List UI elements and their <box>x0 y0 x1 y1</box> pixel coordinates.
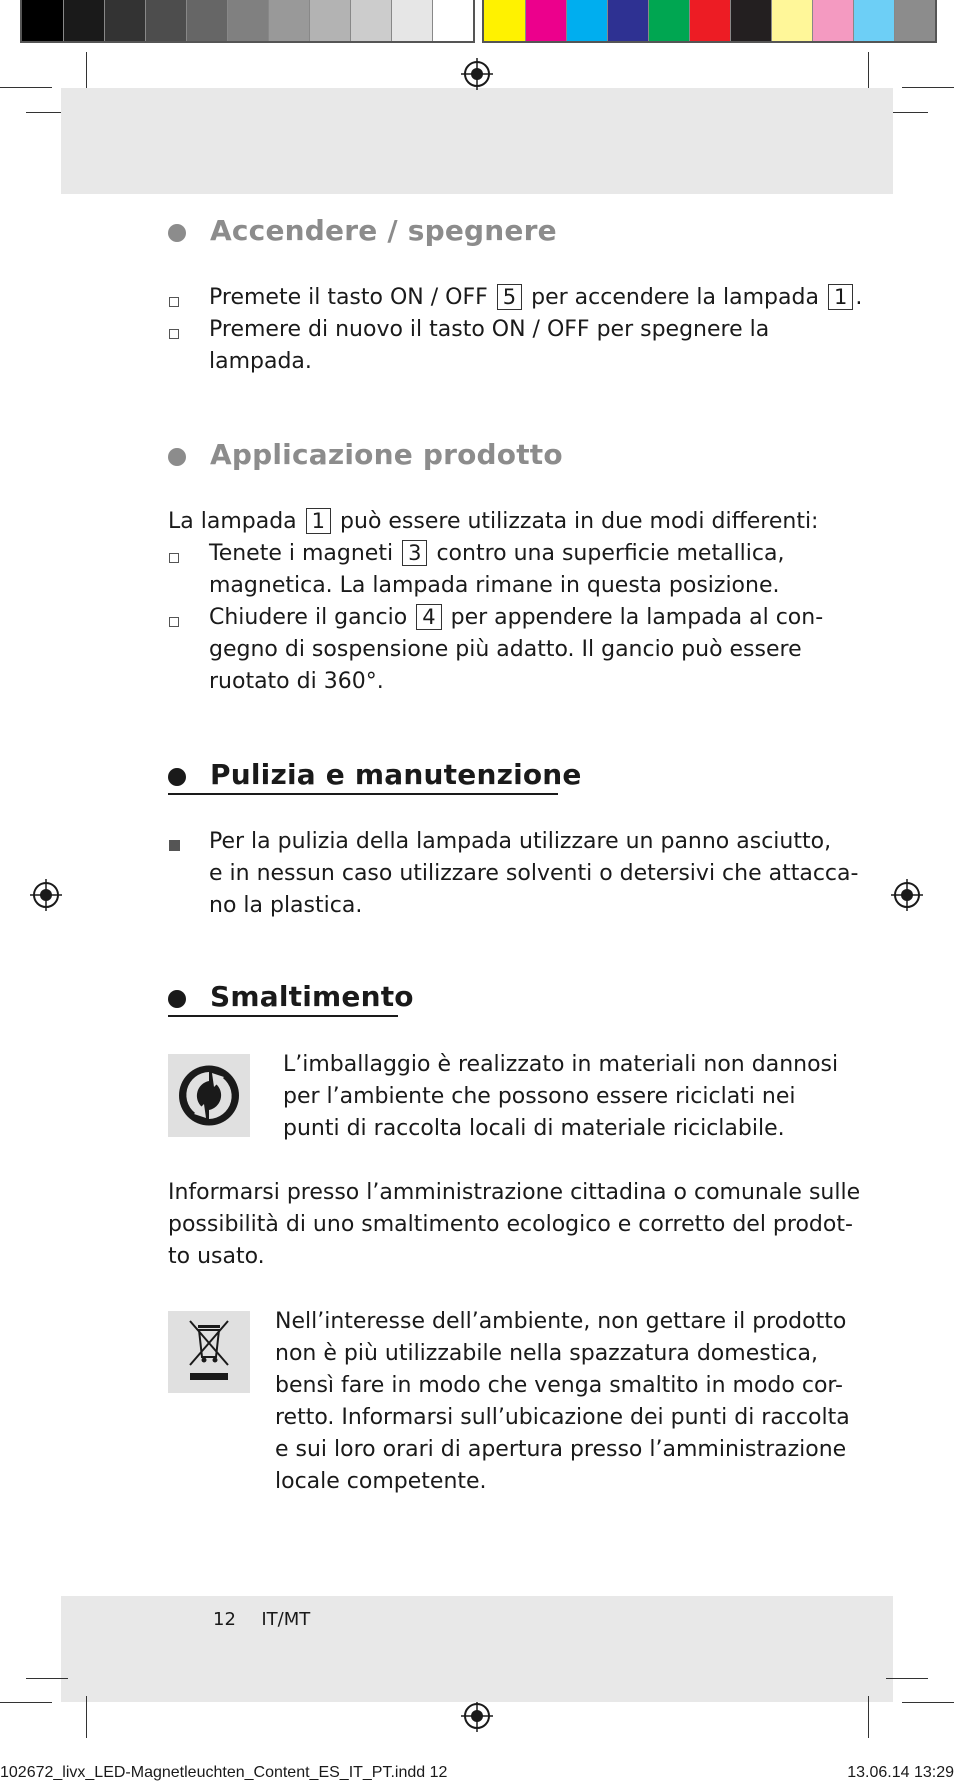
color-swatch <box>227 0 268 41</box>
text-run: . <box>855 285 863 310</box>
section-title: Accendere / spegnere <box>210 214 557 247</box>
part-reference: 4 <box>416 604 441 630</box>
registration-mark-icon <box>461 1700 493 1732</box>
color-swatch <box>607 0 648 41</box>
text-line: Premere di nuovo il tasto ON / OFF per spegnere la <box>209 317 770 342</box>
list-item <box>209 314 769 378</box>
part-reference: 1 <box>828 284 853 310</box>
paragraph <box>275 1306 850 1498</box>
heading-underline <box>168 793 558 795</box>
crop-mark <box>26 1678 68 1679</box>
page-number: 12 <box>213 1609 236 1630</box>
color-swatch <box>104 0 145 41</box>
text-line: e sui loro orari di apertura presso l’amministrazione <box>275 1437 847 1462</box>
section-title: Applicazione prodotto <box>210 438 563 471</box>
color-swatch <box>22 0 63 41</box>
section-title: Smaltimento <box>210 980 414 1013</box>
text-run: Chiudere il gancio <box>209 605 408 630</box>
color-swatch <box>812 0 853 41</box>
text-run: Premete il tasto ON / OFF <box>209 285 488 310</box>
text-line: bensì fare in modo che venga smaltito in modo cor- <box>275 1373 843 1398</box>
color-swatch <box>853 0 894 41</box>
text-line: retto. Informarsi sull’ubicazione dei punti di raccolta <box>275 1405 850 1430</box>
text-line: e in nessun caso utilizzare solventi o detersivi che attacca- <box>209 861 859 886</box>
color-swatch <box>350 0 391 41</box>
language-code: IT/MT <box>261 1609 311 1630</box>
slug-filename: 102672_livx_LED-Magnetleuchten_Content_ES_IT_PT.indd 12 <box>0 1764 448 1781</box>
text-line: Informarsi presso l’amministrazione cittadina o comunale sulle <box>168 1180 861 1205</box>
color-swatch <box>894 0 935 41</box>
text-run: contro una superficie metallica, <box>436 541 785 566</box>
list-item <box>209 282 862 314</box>
text-line: non è più utilizzabile nella spazzatura domestica, <box>275 1341 818 1366</box>
color-swatch <box>186 0 227 41</box>
text-line: possibilità di uno smaltimento ecologico e corretto del prodot- <box>168 1212 853 1237</box>
crossed-out-wheelie-bin-icon <box>168 1311 250 1393</box>
paragraph <box>168 1177 860 1273</box>
color-swatch <box>432 0 473 41</box>
crop-mark <box>0 87 52 88</box>
part-reference: 5 <box>497 284 522 310</box>
checkbox-bullet-icon <box>169 553 179 563</box>
crop-mark <box>868 1696 869 1738</box>
crop-mark <box>886 1678 928 1679</box>
color-swatch <box>484 0 525 41</box>
color-swatch <box>63 0 104 41</box>
checkbox-bullet-icon <box>169 329 179 339</box>
heading-bullet-icon <box>168 448 186 466</box>
color-swatch <box>268 0 309 41</box>
color-swatch <box>648 0 689 41</box>
text-line: no la plastica. <box>209 893 363 918</box>
list-item <box>209 538 784 602</box>
text-line: magnetica. La lampada rimane in questa posizione. <box>209 573 780 598</box>
registration-mark-icon <box>891 879 923 911</box>
page-footer <box>213 1609 310 1630</box>
text-line: lampada. <box>209 349 312 374</box>
crop-mark <box>902 87 954 88</box>
color-swatch <box>771 0 812 41</box>
slug-timestamp: 13.06.14 13:29 <box>847 1764 954 1781</box>
checkbox-bullet-icon <box>169 297 179 307</box>
paragraph <box>168 506 818 538</box>
green-dot-recycle-icon <box>168 1054 250 1137</box>
color-swatch <box>566 0 607 41</box>
heading-underline <box>168 1015 398 1017</box>
heading-bullet-icon <box>168 224 186 242</box>
crop-mark <box>0 1702 52 1703</box>
text-run: può essere utilizzata in due modi differenti: <box>340 509 819 534</box>
color-swatch <box>689 0 730 41</box>
heading-bullet-icon <box>168 990 186 1008</box>
crop-mark <box>902 1702 954 1703</box>
crop-mark <box>86 1696 87 1738</box>
text-line <box>209 538 784 570</box>
color-swatch <box>309 0 350 41</box>
header-band <box>61 88 893 194</box>
text-run: per accendere la lampada <box>531 285 819 310</box>
color-swatch <box>145 0 186 41</box>
color-swatch <box>391 0 432 41</box>
footer-band <box>61 1596 893 1702</box>
text-line <box>209 602 823 634</box>
text-line: ruotato di 360°. <box>209 669 384 694</box>
text-line: per l’ambiente che possono essere riciclati nei <box>283 1084 796 1109</box>
heading-bullet-icon <box>168 768 186 786</box>
part-reference: 3 <box>402 540 427 566</box>
text-line: L’imballaggio è realizzato in materiali non dannosi <box>283 1052 839 1077</box>
text-line: gegno di sospensione più adatto. Il gancio può essere <box>209 637 802 662</box>
color-swatch <box>730 0 771 41</box>
list-item <box>209 826 858 922</box>
registration-mark-icon <box>30 879 62 911</box>
paragraph <box>283 1049 838 1145</box>
list-item <box>209 602 823 698</box>
text-run: La lampada <box>168 509 297 534</box>
checkbox-bullet-icon <box>169 617 179 627</box>
text-run: Tenete i magneti <box>209 541 394 566</box>
text-line: locale competente. <box>275 1469 487 1494</box>
weee-icon-box <box>168 1311 250 1393</box>
text-line: punti di raccolta locali di materiale riciclabile. <box>283 1116 785 1141</box>
color-swatch <box>525 0 566 41</box>
text-run: per appendere la lampada al con- <box>450 605 824 630</box>
text-line: Nell’interesse dell’ambiente, non gettare il prodotto <box>275 1309 847 1334</box>
part-reference: 1 <box>306 508 331 534</box>
text-line: Per la pulizia della lampada utilizzare un panno asciutto, <box>209 829 832 854</box>
registration-mark-icon <box>461 58 493 90</box>
text-line: to usato. <box>168 1244 265 1269</box>
square-bullet-icon <box>169 840 180 851</box>
recycle-icon-box <box>168 1054 250 1137</box>
section-title: Pulizia e manutenzione <box>210 758 582 791</box>
